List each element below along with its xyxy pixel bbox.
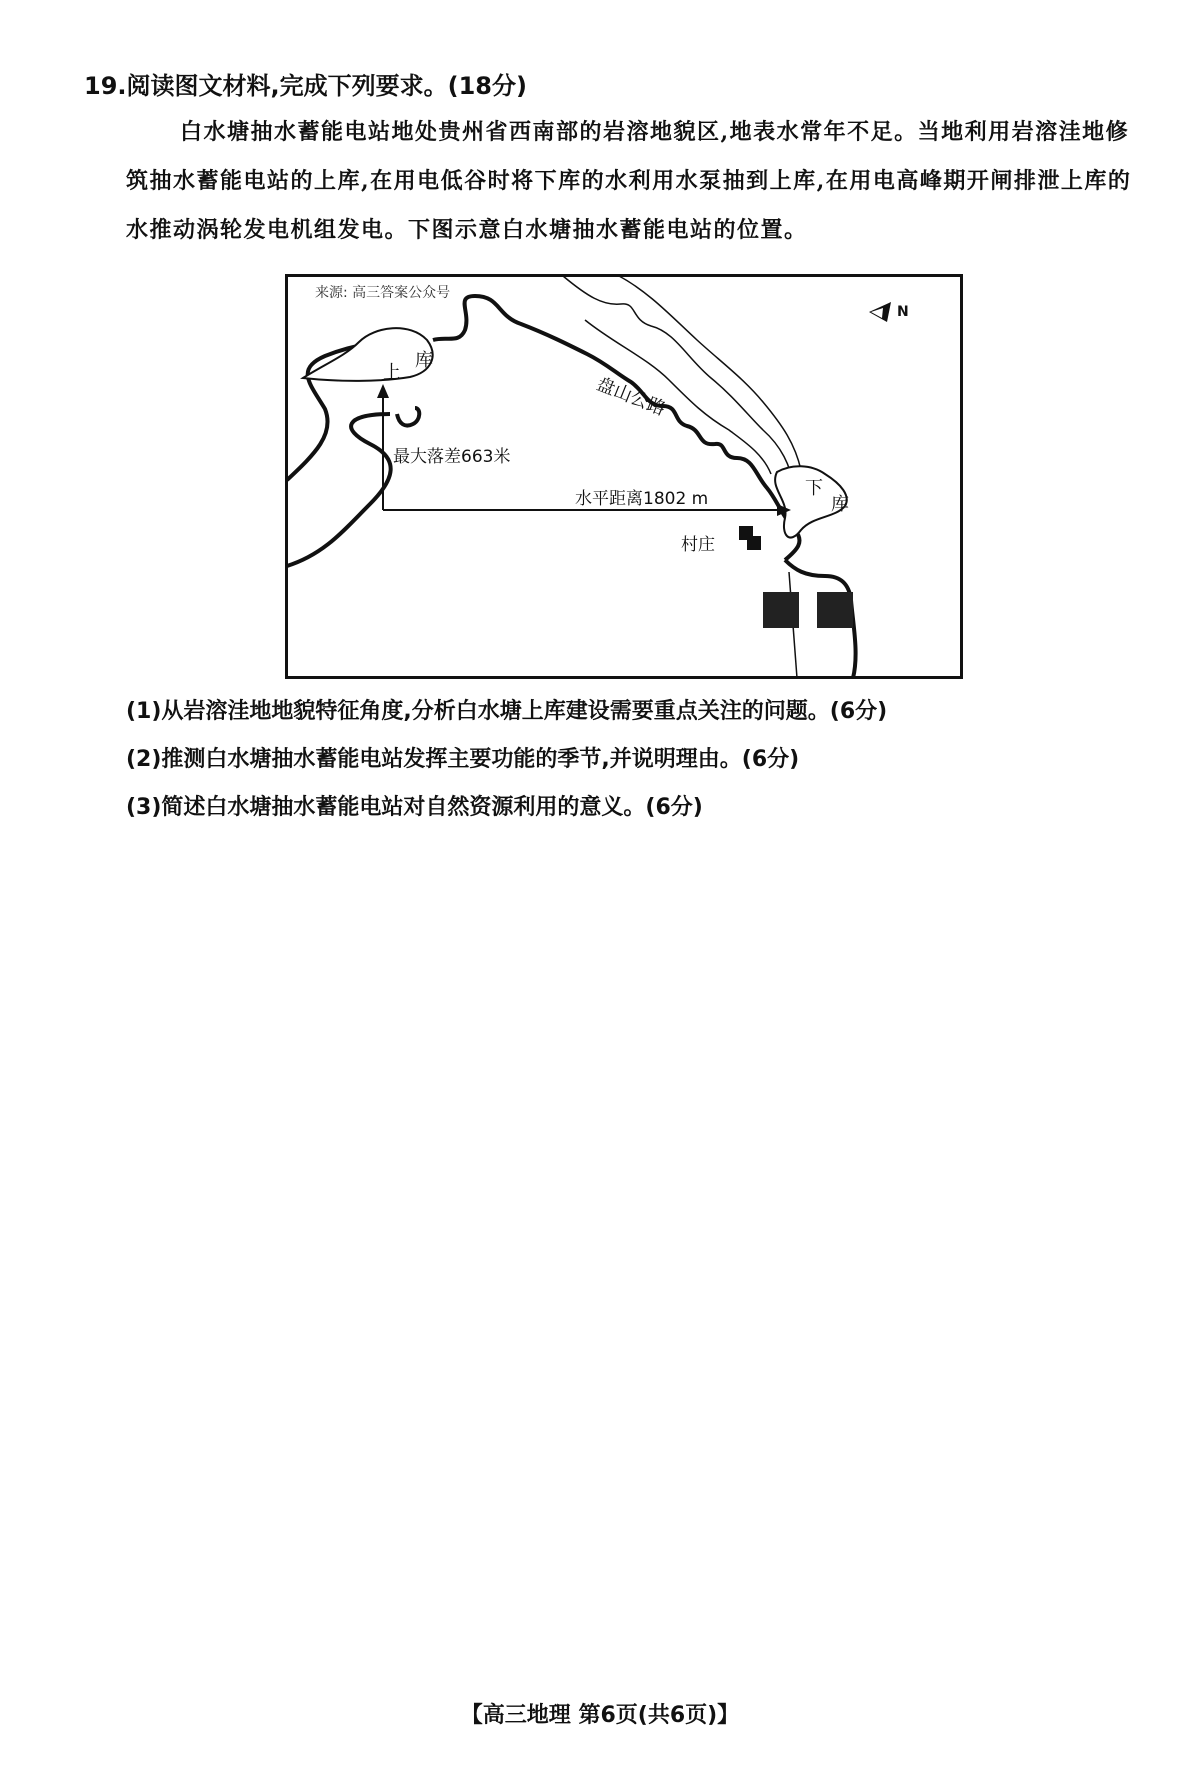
sub-question-1: (1)从岩溶洼地地貌特征角度,分析白水塘上库建设需要重点关注的问题。(6分) [126, 699, 888, 724]
page-footer: 【高三地理 第6页(共6页)】 [460, 1703, 740, 1728]
question-stem [126, 108, 1136, 255]
location-map [285, 274, 963, 679]
max-drop-label: 最大落差663米 [393, 447, 511, 467]
village-block-4 [817, 592, 853, 628]
north-label: N [897, 304, 909, 320]
figure-source: 来源: 高三答案公众号 [315, 285, 451, 301]
upper-reservoir-label-2: 库 [415, 350, 433, 371]
lower-reservoir-label-1: 下 [805, 478, 823, 499]
lower-reservoir-label-2: 库 [831, 494, 849, 515]
question-title: 19.阅读图文材料,完成下列要求。(18分) [84, 72, 527, 100]
horizontal-distance-label: 水平距离1802 m [575, 489, 709, 509]
upper-reservoir-label-1: 上 [383, 362, 401, 383]
stem-text: 白水塘抽水蓄能电站地处贵州省西南部的岩溶地貌区,地表水常年不足。当地利用岩溶洼地修筑抽水蓄能电站的上库,在用电低谷时将下库的水利用水泵抽到上库,在用电高峰期开闸排泄上库的水推动涡轮发电机组发电。下图示意白水塘抽水蓄能电站的位置。 [126, 119, 1132, 243]
sub-question-3: (3)简述白水塘抽水蓄能电站对自然资源利用的意义。(6分) [126, 795, 703, 820]
village-block-2 [747, 536, 761, 550]
map-drawing [285, 274, 963, 679]
sub-question-2: (2)推测白水塘抽水蓄能电站发挥主要功能的季节,并说明理由。(6分) [126, 747, 800, 772]
mountain-road-label: 盘山公路 [593, 373, 669, 421]
village-block-3 [763, 592, 799, 628]
village-label: 村庄 [681, 535, 715, 555]
